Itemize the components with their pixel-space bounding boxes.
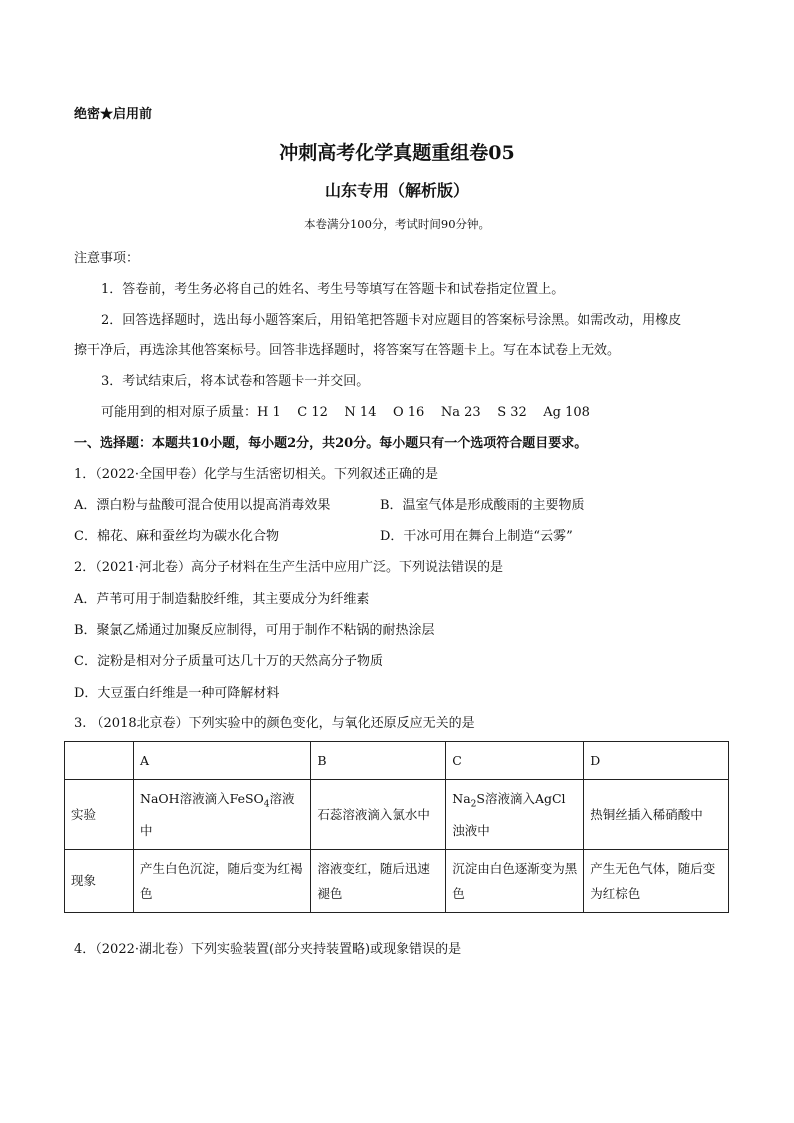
cell-text: Na (452, 791, 471, 806)
question-1-option-a: A．漂白粉与盐酸可混合使用以提高消毒效果 (74, 498, 331, 513)
question-2-option-d: D．大豆蛋白纤维是一种可降解材料 (74, 686, 280, 701)
table-cell (446, 780, 584, 850)
question-1-option-b: B．温室气体是形成酸雨的主要物质 (380, 498, 585, 513)
table-cell: 石蕊溶液滴入氯水中 (311, 780, 446, 850)
table-header-cell: D (584, 742, 729, 780)
question-1-stem: 1．（2022·全国甲卷）化学与生活密切相关。下列叙述正确的是 (74, 467, 438, 482)
table-header-cell: C (446, 742, 584, 780)
question-2-option-b: B．聚氯乙烯通过加聚反应制得，可用于制作不粘锅的耐热涂层 (74, 623, 435, 638)
exam-meta: 本卷满分100分，考试时间90分钟。 (303, 217, 491, 231)
question-1-option-d: D．干冰可用在舞台上制造“云雾” (380, 529, 573, 544)
note-item: 擦干净后，再选涂其他答案标号。回答非选择题时，将答案写在答题卡上。写在本试卷上无效。 (74, 343, 621, 358)
question-2-option-c: C．淀粉是相对分子质量可达几十万的天然高分子物质 (74, 654, 383, 669)
table-cell: 沉淀由白色逐渐变为黑色 (446, 849, 584, 912)
table-cell: 产生白色沉淀，随后变为红褐色 (134, 849, 311, 912)
confidential-label: 绝密★启用前 (74, 107, 153, 122)
notes-heading: 注意事项： (74, 251, 140, 266)
table-cell: 热铜丝插入稀硝酸中 (584, 780, 729, 850)
subscript: 4 (263, 799, 270, 810)
question-2-stem: 2．（2021·河北卷）高分子材料在生产生活中应用广泛。下列说法错误的是 (74, 560, 503, 575)
note-item: 3．考试结束后，将本试卷和答题卡一并交回。 (101, 374, 370, 389)
table-header-cell: B (311, 742, 446, 780)
exam-subtitle: 山东专用（解析版） (324, 181, 469, 200)
question-2-option-a: A．芦苇可用于制造黏胶纤维，其主要成分为纤维素 (74, 592, 370, 607)
experiment-table (64, 741, 729, 913)
table-cell (65, 742, 134, 780)
row-label: 实验 (65, 780, 134, 850)
table-row (65, 742, 729, 780)
table-cell: 溶液变红，随后迅速褪色 (311, 849, 446, 912)
table-cell (134, 780, 311, 850)
question-3-stem: 3. （2018北京卷）下列实验中的颜色变化，与氧化还原反应无关的是 (74, 716, 475, 731)
note-item: 1．答卷前，考生务必将自己的姓名、考生号等填写在答题卡和试卷指定位置上。 (101, 282, 565, 297)
cell-text: S溶液滴入AgCl浊液中 (452, 791, 566, 838)
table-row (65, 849, 729, 912)
exam-title: 冲刺高考化学真题重组卷05 (279, 142, 515, 164)
subscript: 2 (470, 799, 477, 810)
table-cell: 产生无色气体，随后变为红棕色 (584, 849, 729, 912)
question-4-stem: 4．（2022·湖北卷）下列实验装置(部分夹持装置略)或现象错误的是 (74, 942, 462, 957)
atomic-masses: 可能用到的相对原子质量：H 1 C 12 N 14 O 16 Na 23 S 32 Ag 108 (101, 405, 590, 420)
row-label: 现象 (65, 849, 134, 912)
cell-text: NaOH溶液滴入FeSO (140, 791, 264, 806)
question-1-option-c: C．棉花、麻和蚕丝均为碳水化合物 (74, 529, 279, 544)
table-row (65, 780, 729, 850)
section-heading: 一、选择题：本题共10小题，每小题2分，共20分。每小题只有一个选项符合题目要求。 (74, 436, 588, 451)
note-item: 2．回答选择题时，选出每小题答案后，用铅笔把答题卡对应题目的答案标号涂黑。如需改动，用橡皮 (101, 313, 682, 328)
table-header-cell: A (134, 742, 311, 780)
cell-text: 溶液中 (140, 791, 295, 838)
